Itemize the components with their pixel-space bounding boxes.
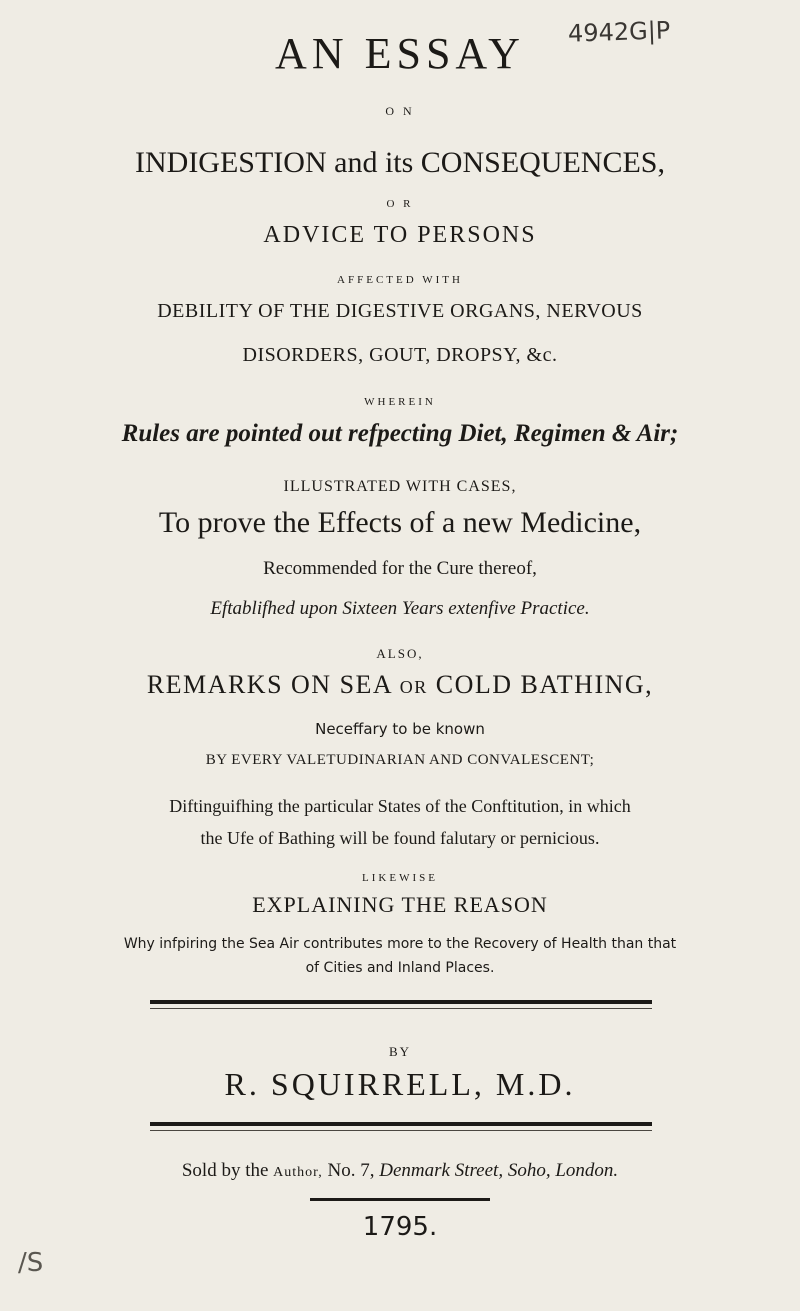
likewise-label: LIKEWISE (362, 872, 438, 884)
shelfmark: 4942G|P (567, 16, 671, 48)
on-label: O N (385, 104, 415, 118)
lower-rule (150, 1122, 652, 1126)
debility-line-1: DEBILITY OF THE DIGESTIVE ORGANS, NERVOUS (157, 300, 643, 322)
distinguishing-line-1: Diftinguifhing the particular States of the Conftitution, in which (169, 796, 631, 816)
valetudinarian-line: BY EVERY VALETUDINARIAN AND CONVALESCENT; (205, 752, 595, 768)
rules-line: Rules are pointed out refpecting Diet, Regimen & Air; (121, 420, 679, 447)
why-line-1: Why infpiring the Sea Air contributes more to the Recovery of Health than that (123, 936, 677, 952)
address-number: No. 7, (322, 1160, 380, 1181)
upper-rule-thin (150, 1008, 652, 1009)
remarks-or: OR (399, 677, 428, 697)
debility-line-2: DISORDERS, GOUT, DROPSY, &c. (242, 344, 558, 366)
also-label: ALSO, (376, 646, 424, 661)
by-label: BY (388, 1044, 412, 1059)
author-word: Author, (273, 1165, 323, 1180)
explaining-heading: EXPLAINING THE REASON (252, 892, 548, 917)
affected-with-label: AFFECTED WITH (337, 274, 463, 286)
essay-title: AN ESSAY (275, 29, 525, 78)
established-line: Eftablifhed upon Sixteen Years extenfive Practice. (210, 598, 590, 619)
remarks-part-a: REMARKS ON SEA (146, 670, 400, 699)
recommended-line: Recommended for the Cure thereof, (263, 558, 537, 579)
margin-mark: /S (18, 1248, 44, 1278)
remarks-part-b: COLD BATHING, (427, 670, 654, 699)
illustrated-line: ILLUSTRATED WITH CASES, (283, 478, 517, 495)
necessary-line: Neceffary to be known (315, 720, 485, 738)
author-name: R. SQUIRRELL, M.D. (224, 1066, 576, 1102)
or-label: O R (386, 198, 414, 210)
why-line-2: of Cities and Inland Places. (305, 960, 495, 976)
wherein-label: WHEREIN (364, 396, 436, 408)
lower-rule-thin (150, 1130, 652, 1131)
subject-heading: INDIGESTION and its CONSEQUENCES, (135, 146, 665, 179)
publication-year: 1795. (362, 1212, 438, 1242)
advice-heading: ADVICE TO PERSONS (263, 222, 537, 248)
imprint-line (0, 1160, 800, 1182)
address-place: Denmark Street, Soho, London. (379, 1160, 619, 1181)
prove-line: To prove the Effects of a new Medicine, (158, 506, 642, 539)
distinguishing-line-2: the Ufe of Bathing will be found falutary or pernicious. (200, 828, 600, 848)
upper-rule (150, 1000, 652, 1004)
year-rule (310, 1198, 490, 1201)
sold-by-text: Sold by the (181, 1160, 274, 1181)
remarks-heading (0, 670, 800, 700)
